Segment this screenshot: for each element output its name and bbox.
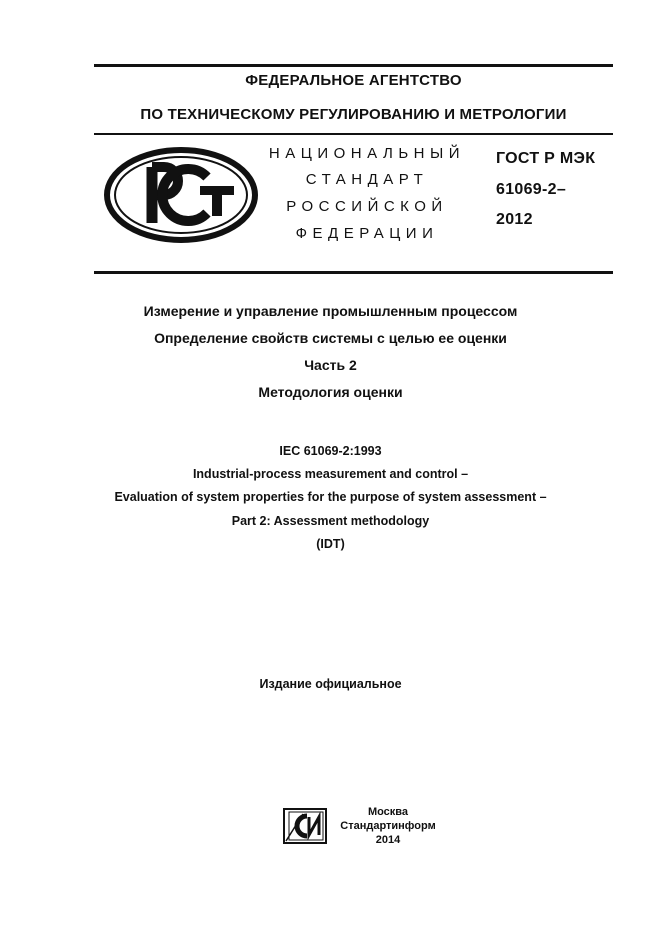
title-en-line1: Industrial-process measurement and control – <box>192 467 469 481</box>
title-ru-line1: Измерение и управление промышленным процессом <box>143 303 518 319</box>
title-ru-line2: Определение свойств системы с целью ее оценки <box>154 330 507 346</box>
header-divider <box>94 133 613 135</box>
standard-type-line2: СТАНДАРТ <box>305 171 429 188</box>
publisher-city: Москва <box>367 806 409 818</box>
gost-designation-line1: ГОСТ Р МЭК <box>496 150 596 167</box>
agency-name-line2: ПО ТЕХНИЧЕСКОМУ РЕГУЛИРОВАНИЮ И МЕТРОЛОГИИ <box>140 106 567 123</box>
standartinform-logo-icon <box>283 808 327 844</box>
title-en-part: Part 2: Assessment methodology <box>231 514 430 528</box>
edition-label: Издание официальное <box>259 677 402 691</box>
standard-type-line3: РОССИЙСКОЙ <box>286 198 448 215</box>
title-ru-part: Часть 2 <box>304 357 357 373</box>
standard-type-line1: НАЦИОНАЛЬНЫЙ <box>268 145 466 162</box>
title-ru-subtitle: Методология оценки <box>258 384 403 400</box>
top-rule <box>94 64 613 67</box>
identity-marker: (IDT) <box>316 537 345 551</box>
title-block-divider <box>94 271 613 274</box>
agency-name-line1: ФЕДЕРАЛЬНОЕ АГЕНТСТВО <box>245 72 462 89</box>
gost-designation-line2: 61069-2– <box>496 181 567 198</box>
standard-type-line4: ФЕДЕРАЦИИ <box>295 225 439 242</box>
rst-certification-logo-icon <box>104 147 258 243</box>
title-en-line2: Evaluation of system properties for the purpose of system assessment – <box>114 490 547 504</box>
gost-designation-line3: 2012 <box>496 211 533 228</box>
publication-year: 2014 <box>375 834 401 846</box>
publisher-name: Стандартинформ <box>340 820 436 832</box>
iec-reference: IEC 61069-2:1993 <box>279 444 382 458</box>
